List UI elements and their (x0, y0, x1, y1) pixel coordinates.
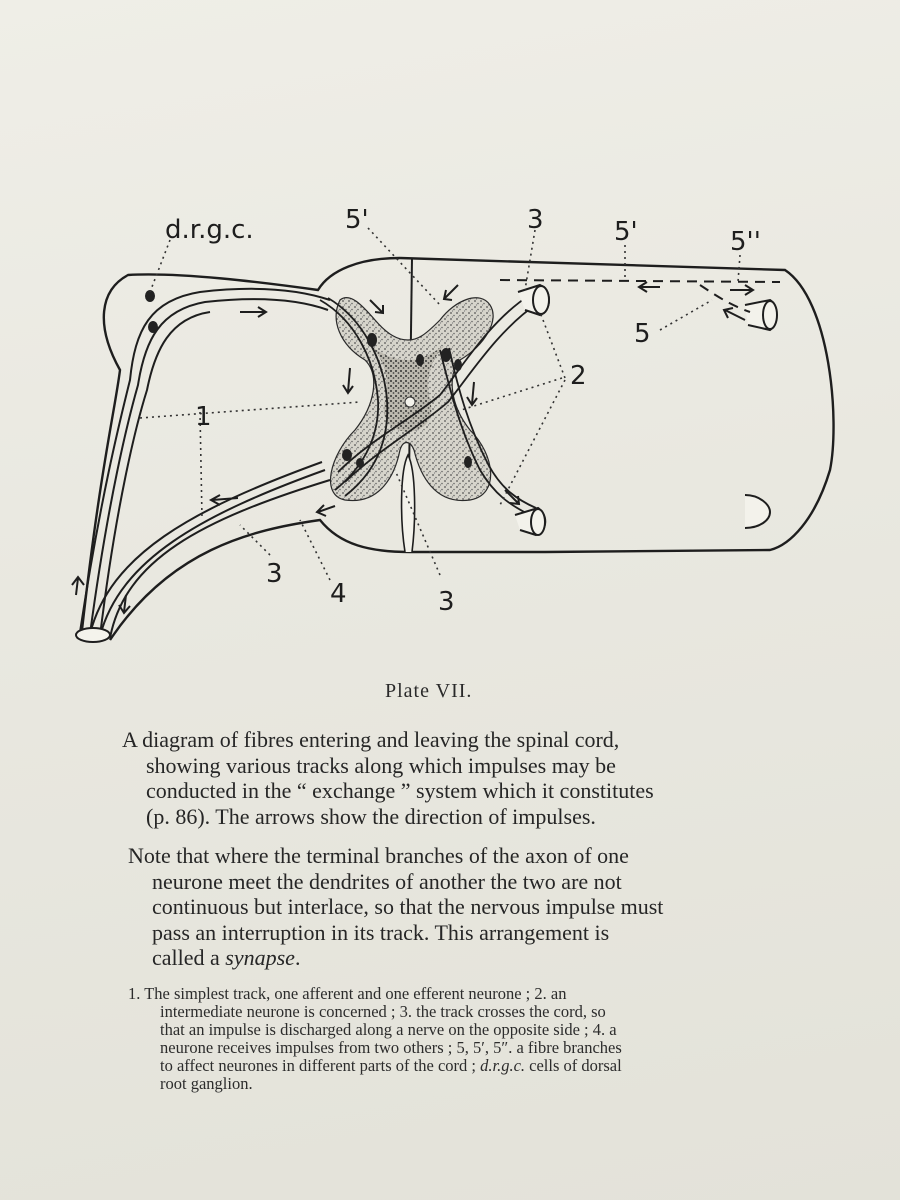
footnote-line (128, 985, 808, 1003)
caption-paragraph-2 (128, 843, 828, 971)
label-5-prime-left: 5' (345, 205, 369, 235)
label-2: 2 (570, 361, 587, 391)
caption-period: . (294, 945, 301, 970)
label-3-top: 3 (527, 205, 544, 235)
caption-text: called a (152, 945, 226, 970)
caption-line: showing various tracks along which impulses may be (146, 752, 616, 778)
label-1: 1 (195, 402, 212, 432)
plate-title: Plate VII. (385, 680, 473, 702)
footnote-line: that an impulse is discharged along a nerve on the opposite side ; 4. a (160, 1020, 617, 1039)
drgc-term: d.r.g.c. (480, 1056, 526, 1075)
footnote-text: cells of dorsal (525, 1056, 622, 1075)
caption-paragraph-1 (122, 727, 822, 829)
label-4: 4 (330, 579, 347, 609)
caption-line: (p. 86). The arrows show the direction of impulses. (146, 803, 596, 829)
caption-line: Note that where the terminal branches of the axon of one (128, 843, 629, 868)
label-5-prime-right: 5' (614, 217, 638, 247)
footnote (128, 985, 808, 1093)
caption-line: neurone meet the dendrites of another the two are not (152, 868, 622, 894)
footnote-text: The simplest track, one afferent and one efferent neurone ; 2. an (144, 984, 567, 1003)
label-drgc: d.r.g.c. (165, 215, 254, 245)
label-3-bottom-mid: 3 (438, 587, 455, 617)
footnote-line: root ganglion. (160, 1074, 253, 1093)
caption-line: continuous but interlace, so that the nervous impulse must (152, 894, 664, 919)
label-5-double-prime: 5'' (730, 227, 761, 257)
nerve-root-bundle (76, 289, 330, 642)
footnote-line (128, 1057, 808, 1075)
footnote-text: to affect neurones in different parts of the cord ; (160, 1056, 481, 1075)
footnote-line: intermediate neurone is concerned ; 3. the track crosses the cord, so (160, 1002, 606, 1021)
caption-line: A diagram of fibres entering and leaving the spinal cord, (122, 727, 620, 752)
label-3-bottom-left: 3 (266, 559, 283, 589)
caption-line: conducted in the “ exchange ” system which it constitutes (146, 778, 654, 803)
caption-line-last (128, 945, 828, 971)
label-5: 5 (634, 319, 651, 349)
footnote-line: neurone receives impulses from two others ; 5, 5′, 5″. a fibre branches (160, 1038, 622, 1057)
synapse-term: synapse (225, 945, 295, 970)
caption-line: pass an interruption in its track. This arrangement is (152, 919, 610, 945)
footnote-marker: 1. (128, 984, 141, 1003)
